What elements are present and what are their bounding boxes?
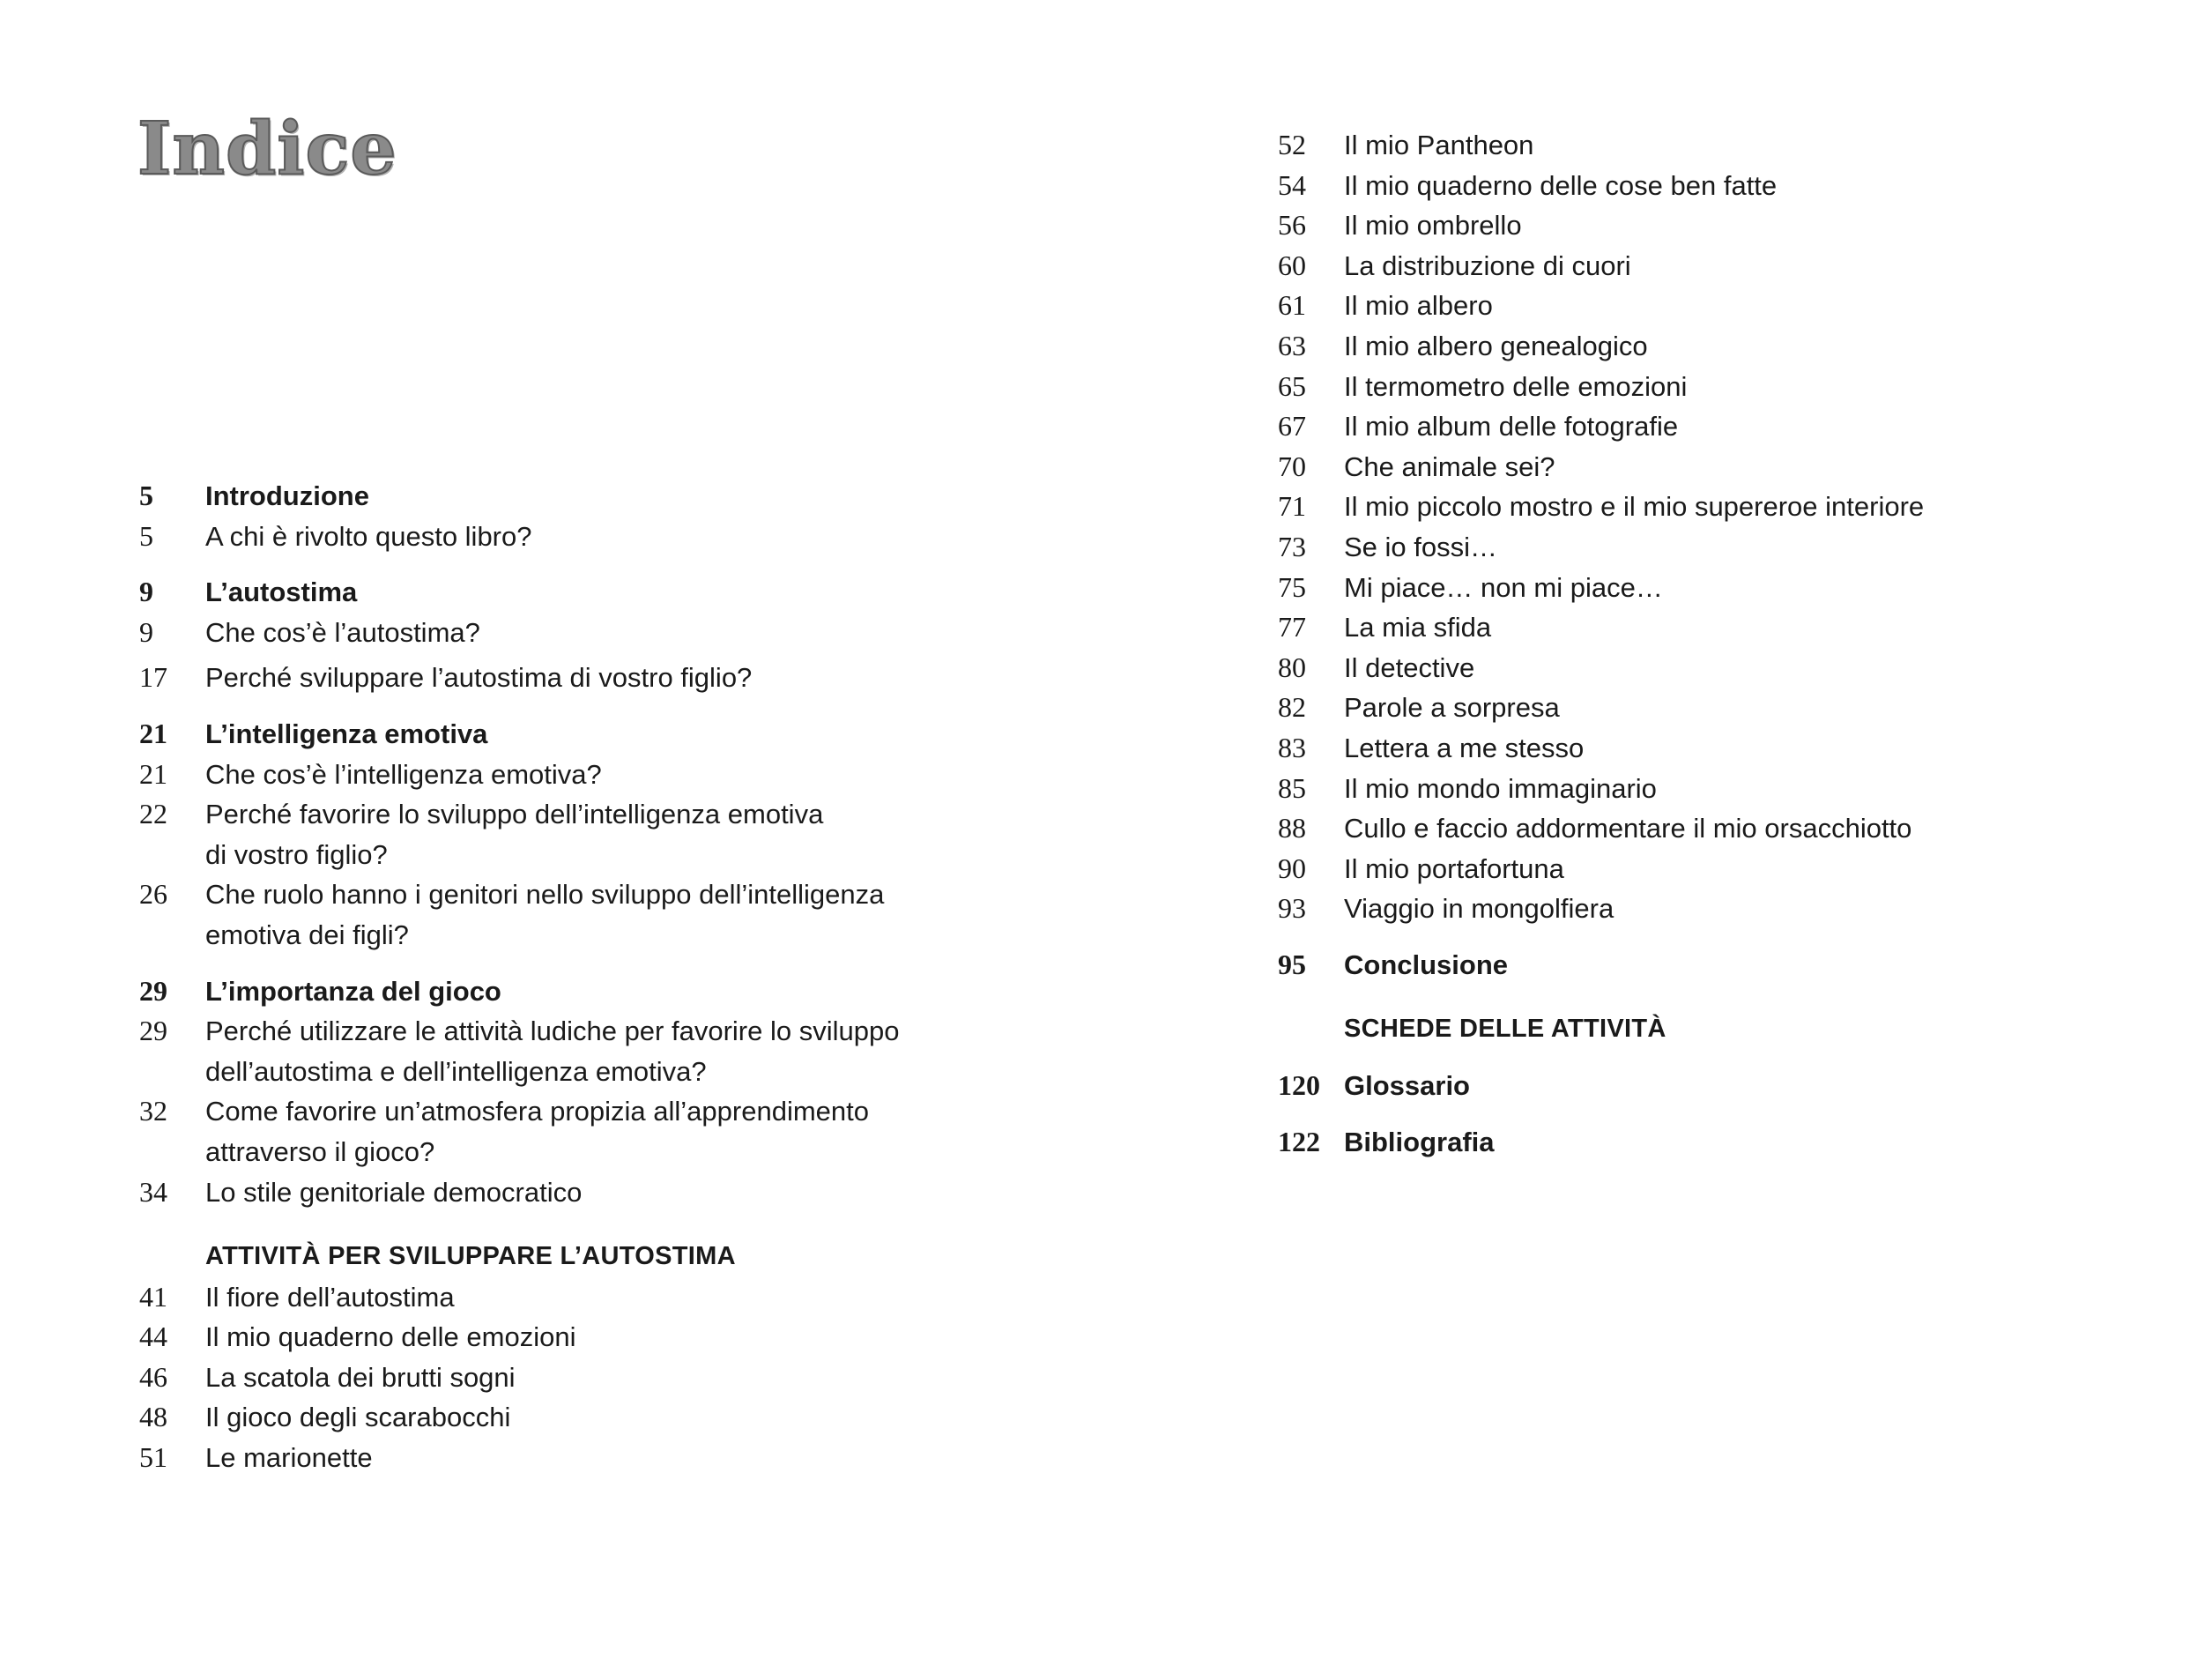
toc-entry-chapter[interactable] bbox=[139, 572, 985, 613]
toc-page-number: 65 bbox=[1278, 369, 1306, 402]
toc-entry[interactable] bbox=[1278, 166, 2159, 206]
toc-page-number: 52 bbox=[1278, 129, 1306, 160]
toc-entry[interactable] bbox=[1278, 527, 2159, 568]
toc-section-title: SCHEDE DELLE ATTIVITÀ bbox=[1344, 1015, 1666, 1044]
toc-entry-title: Lo stile genitoriale democratico bbox=[205, 1176, 583, 1208]
toc-entry-title: A chi è rivolto questo libro? bbox=[205, 520, 532, 552]
toc-entry-title-continued: di vostro figlio? bbox=[205, 838, 388, 870]
toc-entry-title-block bbox=[205, 1011, 985, 1091]
toc-entry-title: Le marionette bbox=[205, 1442, 373, 1474]
toc-entry[interactable] bbox=[139, 1397, 985, 1438]
toc-page-number: 56 bbox=[1278, 209, 1306, 242]
toc-page-number: 44 bbox=[139, 1321, 167, 1353]
toc-page-number: 122 bbox=[1278, 1125, 1320, 1157]
toc-entry-title: Il mio quaderno delle cose ben fatte bbox=[1344, 169, 1778, 201]
toc-page-number: 82 bbox=[1278, 691, 1306, 724]
toc-entry-title-continued: attraverso il gioco? bbox=[205, 1135, 435, 1167]
toc-entry-title: Il mio albero genealogico bbox=[1344, 330, 1648, 361]
toc-entry-title: Che cos’è l’autostima? bbox=[205, 616, 480, 648]
toc-entry-chapter[interactable] bbox=[139, 476, 985, 517]
toc-entry-title: Che cos’è l’intelligenza emotiva? bbox=[205, 758, 602, 790]
toc-page-number: 75 bbox=[1278, 570, 1306, 603]
toc-entry[interactable] bbox=[1278, 406, 2159, 447]
toc-page-number: 22 bbox=[139, 798, 167, 830]
toc-entry[interactable] bbox=[1278, 688, 2159, 728]
toc-entry-chapter[interactable] bbox=[1278, 1066, 2159, 1106]
toc-entry[interactable] bbox=[139, 794, 985, 874]
toc-entry[interactable] bbox=[1278, 728, 2159, 769]
toc-entry-title: Viaggio in mongolfiera bbox=[1344, 893, 1614, 925]
toc-section-header[interactable] bbox=[139, 1237, 985, 1277]
toc-entry-title: Cullo e faccio addormentare il mio orsacchiotto bbox=[1344, 813, 1912, 844]
toc-page-number: 48 bbox=[139, 1401, 167, 1433]
toc-page-number: 5 bbox=[139, 519, 153, 552]
toc-entry[interactable] bbox=[1278, 205, 2159, 246]
toc-entry-title: Il fiore dell’autostima bbox=[205, 1281, 455, 1313]
toc-entry[interactable] bbox=[139, 1277, 985, 1318]
toc-entry-title: Il mio portafortuna bbox=[1344, 852, 1564, 884]
toc-entry[interactable] bbox=[139, 874, 985, 955]
toc-entry[interactable] bbox=[139, 613, 985, 653]
toc-entry-title-continued: dell’autostima e dell’intelligenza emotiva? bbox=[205, 1055, 707, 1087]
toc-page-number: 51 bbox=[139, 1441, 167, 1474]
toc-entry[interactable] bbox=[1278, 246, 2159, 286]
toc-entry-title: Conclusione bbox=[1344, 949, 1509, 980]
toc-entry-title: Se io fossi… bbox=[1344, 531, 1498, 562]
toc-section-title: ATTIVITÀ PER SVILUPPARE L’AUTOSTIMA bbox=[205, 1242, 736, 1271]
toc-entry-title: Il mio mondo immaginario bbox=[1344, 772, 1657, 804]
toc-page-number: 9 bbox=[139, 576, 153, 608]
toc-entry-title: Il mio ombrello bbox=[1344, 210, 1522, 242]
toc-entry-title: Che animale sei? bbox=[1344, 450, 1555, 482]
toc-page-number: 46 bbox=[139, 1360, 167, 1393]
toc-entry[interactable] bbox=[1278, 769, 2159, 809]
toc-entry-title: Come favorire un’atmosfera propizia all’apprendimento bbox=[205, 1096, 869, 1127]
toc-page-number: 29 bbox=[139, 974, 167, 1007]
toc-entry-title: Il gioco degli scarabocchi bbox=[205, 1402, 511, 1433]
toc-entry-title: Bibliografia bbox=[1344, 1126, 1495, 1157]
toc-entry-title: L’intelligenza emotiva bbox=[205, 718, 488, 749]
toc-entry-title-continued: emotiva dei figli? bbox=[205, 919, 409, 950]
toc-section-header[interactable] bbox=[1278, 1009, 2159, 1050]
toc-entry-title-block bbox=[205, 794, 985, 874]
toc-page-number: 67 bbox=[1278, 410, 1306, 443]
toc-page-number: 93 bbox=[1278, 892, 1306, 925]
toc-page-number: 41 bbox=[139, 1280, 167, 1313]
toc-page-number: 95 bbox=[1278, 948, 1306, 980]
toc-entry-title: La scatola dei brutti sogni bbox=[205, 1361, 516, 1393]
toc-entry-title: La distribuzione di cuori bbox=[1344, 249, 1631, 281]
toc-entry-title-block bbox=[205, 1091, 985, 1172]
toc-entry[interactable] bbox=[1278, 326, 2159, 367]
toc-entry[interactable] bbox=[1278, 286, 2159, 326]
toc-entry-chapter[interactable] bbox=[139, 714, 985, 755]
toc-entry[interactable] bbox=[139, 1438, 985, 1478]
toc-entry[interactable] bbox=[139, 755, 985, 795]
toc-entry[interactable] bbox=[139, 1172, 985, 1213]
toc-entry-title: Il mio piccolo mostro e il mio supereroe interiore bbox=[1344, 491, 1925, 523]
toc-page-number: 32 bbox=[139, 1095, 167, 1127]
toc-entry[interactable] bbox=[139, 517, 985, 557]
toc-entry-title: Lettera a me stesso bbox=[1344, 732, 1585, 763]
toc-entry[interactable] bbox=[1278, 125, 2159, 166]
toc-page-number: 70 bbox=[1278, 450, 1306, 482]
toc-entry-title: Il mio albero bbox=[1344, 290, 1493, 322]
toc-entry[interactable] bbox=[1278, 849, 2159, 889]
toc-entry-title: L’importanza del gioco bbox=[205, 975, 501, 1007]
toc-page-number: 61 bbox=[1278, 289, 1306, 322]
toc-entry-title: Perché utilizzare le attività ludiche per favorire lo sviluppo bbox=[205, 1015, 900, 1047]
toc-entry-title: La mia sfida bbox=[1344, 612, 1492, 644]
toc-entry[interactable] bbox=[1278, 568, 2159, 608]
toc-page-number: 88 bbox=[1278, 812, 1306, 844]
toc-page-number: 9 bbox=[139, 615, 153, 648]
toc-entry-title: Perché sviluppare l’autostima di vostro figlio? bbox=[205, 662, 753, 694]
toc-entry-title: Il mio album delle fotografie bbox=[1344, 411, 1679, 443]
toc-entry-title: Perché favorire lo sviluppo dell’intelligenza emotiva bbox=[205, 799, 824, 830]
toc-page-number: 90 bbox=[1278, 852, 1306, 884]
toc-column-right bbox=[1278, 125, 2159, 1162]
toc-page-number: 21 bbox=[139, 717, 167, 749]
page-title: Indice bbox=[137, 107, 397, 191]
toc-entry[interactable] bbox=[1278, 447, 2159, 487]
toc-page-number: 71 bbox=[1278, 490, 1306, 523]
toc-entry-title: Parole a sorpresa bbox=[1344, 692, 1560, 724]
toc-entry[interactable] bbox=[1278, 808, 2159, 849]
toc-entry-title: L’autostima bbox=[205, 577, 358, 608]
toc-entry[interactable] bbox=[139, 1358, 985, 1398]
toc-entry[interactable] bbox=[1278, 487, 2159, 527]
toc-page-number: 63 bbox=[1278, 329, 1306, 361]
toc-entry-chapter[interactable] bbox=[1278, 1122, 2159, 1163]
toc-entry[interactable] bbox=[139, 1317, 985, 1358]
toc-page-number: 80 bbox=[1278, 651, 1306, 683]
toc-entry[interactable] bbox=[139, 1091, 985, 1172]
toc-entry[interactable] bbox=[1278, 367, 2159, 407]
toc-entry-title: Il termometro delle emozioni bbox=[1344, 370, 1688, 402]
toc-entry[interactable] bbox=[139, 1011, 985, 1091]
toc-entry-chapter[interactable] bbox=[1278, 945, 2159, 986]
toc-entry-title: Introduzione bbox=[205, 480, 369, 511]
toc-entry[interactable] bbox=[1278, 889, 2159, 929]
toc-entry-title: Mi piace… non mi piace… bbox=[1344, 571, 1663, 603]
toc-entry-title: Glossario bbox=[1344, 1070, 1470, 1102]
toc-page-number: 34 bbox=[139, 1175, 167, 1208]
toc-column-left bbox=[139, 476, 985, 1478]
toc-entry[interactable] bbox=[1278, 648, 2159, 688]
toc-page-number: 77 bbox=[1278, 611, 1306, 644]
toc-entry-chapter[interactable] bbox=[139, 971, 985, 1012]
toc-page-number: 54 bbox=[1278, 168, 1306, 201]
toc-page-number: 5 bbox=[139, 480, 153, 511]
toc-entry[interactable] bbox=[139, 658, 985, 698]
toc-page-number: 26 bbox=[139, 878, 167, 911]
toc-entry[interactable] bbox=[1278, 607, 2159, 648]
toc-entry-title: Il mio quaderno delle emozioni bbox=[205, 1321, 576, 1353]
toc-page-number: 17 bbox=[139, 661, 167, 694]
toc-entry-title: Il detective bbox=[1344, 651, 1475, 683]
toc-entry-title: Che ruolo hanno i genitori nello sviluppo dell’intelligenza bbox=[205, 879, 885, 911]
toc-entry-title: Il mio Pantheon bbox=[1344, 130, 1534, 160]
toc-page-number: 73 bbox=[1278, 530, 1306, 562]
toc-page-number: 120 bbox=[1278, 1069, 1320, 1102]
toc-page-number: 21 bbox=[139, 757, 167, 790]
toc-entry-title-block bbox=[205, 874, 985, 955]
toc-page-number: 83 bbox=[1278, 731, 1306, 763]
toc-page-number: 60 bbox=[1278, 249, 1306, 281]
toc-page-number: 85 bbox=[1278, 771, 1306, 804]
toc-page-number: 29 bbox=[139, 1015, 167, 1047]
